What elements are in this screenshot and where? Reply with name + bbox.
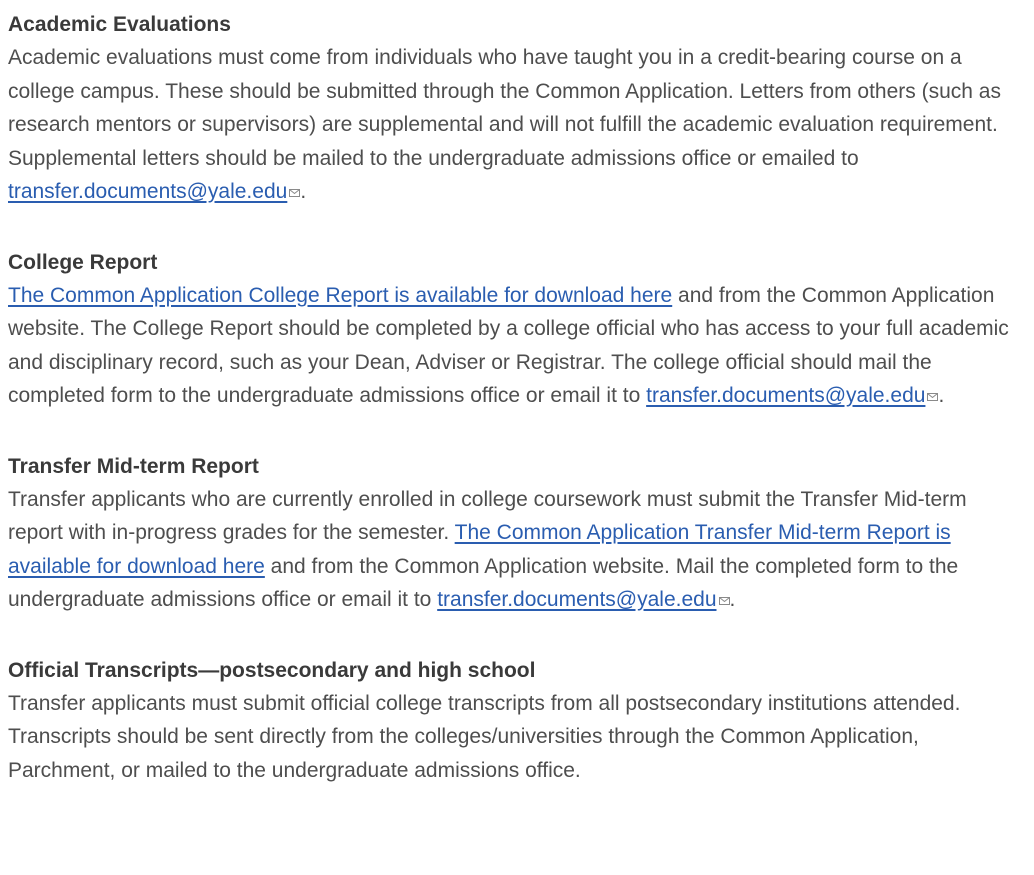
body-text: Transfer applicants who are currently enrolled in college coursework must submit the Transfer Mid-term report with in-progress grades for the semester. xyxy=(8,487,967,544)
section-body xyxy=(8,483,1026,617)
section-heading: Academic Evaluations xyxy=(8,13,231,36)
mail-icon xyxy=(289,189,300,197)
section-body: Transfer applicants must submit official college transcripts from all postsecondary institutions attended. Transcripts should be sent directly from the colleges/universities through the Common Application, Parchment, or mailed to the undergraduate admissions office. xyxy=(8,691,961,782)
body-text-end: . xyxy=(300,180,307,203)
mail-icon xyxy=(927,393,938,401)
section-body xyxy=(8,279,1026,413)
section-transfer-midterm-report xyxy=(8,450,1026,617)
body-text-2: and from the Common Application website. Mail the completed form to the undergraduate admissions office or email it to xyxy=(8,554,959,611)
body-text-end: . xyxy=(938,384,945,407)
midterm-report-download-link[interactable]: The Common Application Transfer Mid-term Report is available for download here xyxy=(8,521,951,578)
section-heading: Transfer Mid-term Report xyxy=(8,454,259,478)
email-link[interactable]: transfer.documents@yale.edu xyxy=(437,588,717,611)
section-college-report xyxy=(8,246,1026,413)
section-body xyxy=(8,41,1026,209)
mail-icon xyxy=(719,597,730,605)
body-text-end: . xyxy=(729,588,736,611)
email-link[interactable]: transfer.documents@yale.edu xyxy=(8,180,288,203)
body-text: Academic evaluations must come from individuals who have taught you in a credit-bearing course on a college campus. These should be submitted through the Common Application. Letters from others (such as research mentors or supervisors) are supplemental and will not fulfill the academic evaluation requirement. Supplemental letters should be mailed to the undergraduate admissions office or emailed to xyxy=(8,46,1001,170)
section-heading: Official Transcripts—postsecondary and high school xyxy=(8,658,536,682)
section-official-transcripts xyxy=(8,654,1026,788)
section-academic-evaluations xyxy=(8,8,1026,209)
college-report-download-link[interactable]: The Common Application College Report is available for download here xyxy=(8,283,673,307)
email-link[interactable]: transfer.documents@yale.edu xyxy=(646,384,926,407)
section-heading: College Report xyxy=(8,250,158,274)
body-text: and from the Common Application website. The College Report should be completed by a college official who has access to your full academic and disciplinary record, such as your Dean, Adviser or Registrar. The college official should mail the completed form to the undergraduate admissions office or email it to xyxy=(8,283,1009,407)
